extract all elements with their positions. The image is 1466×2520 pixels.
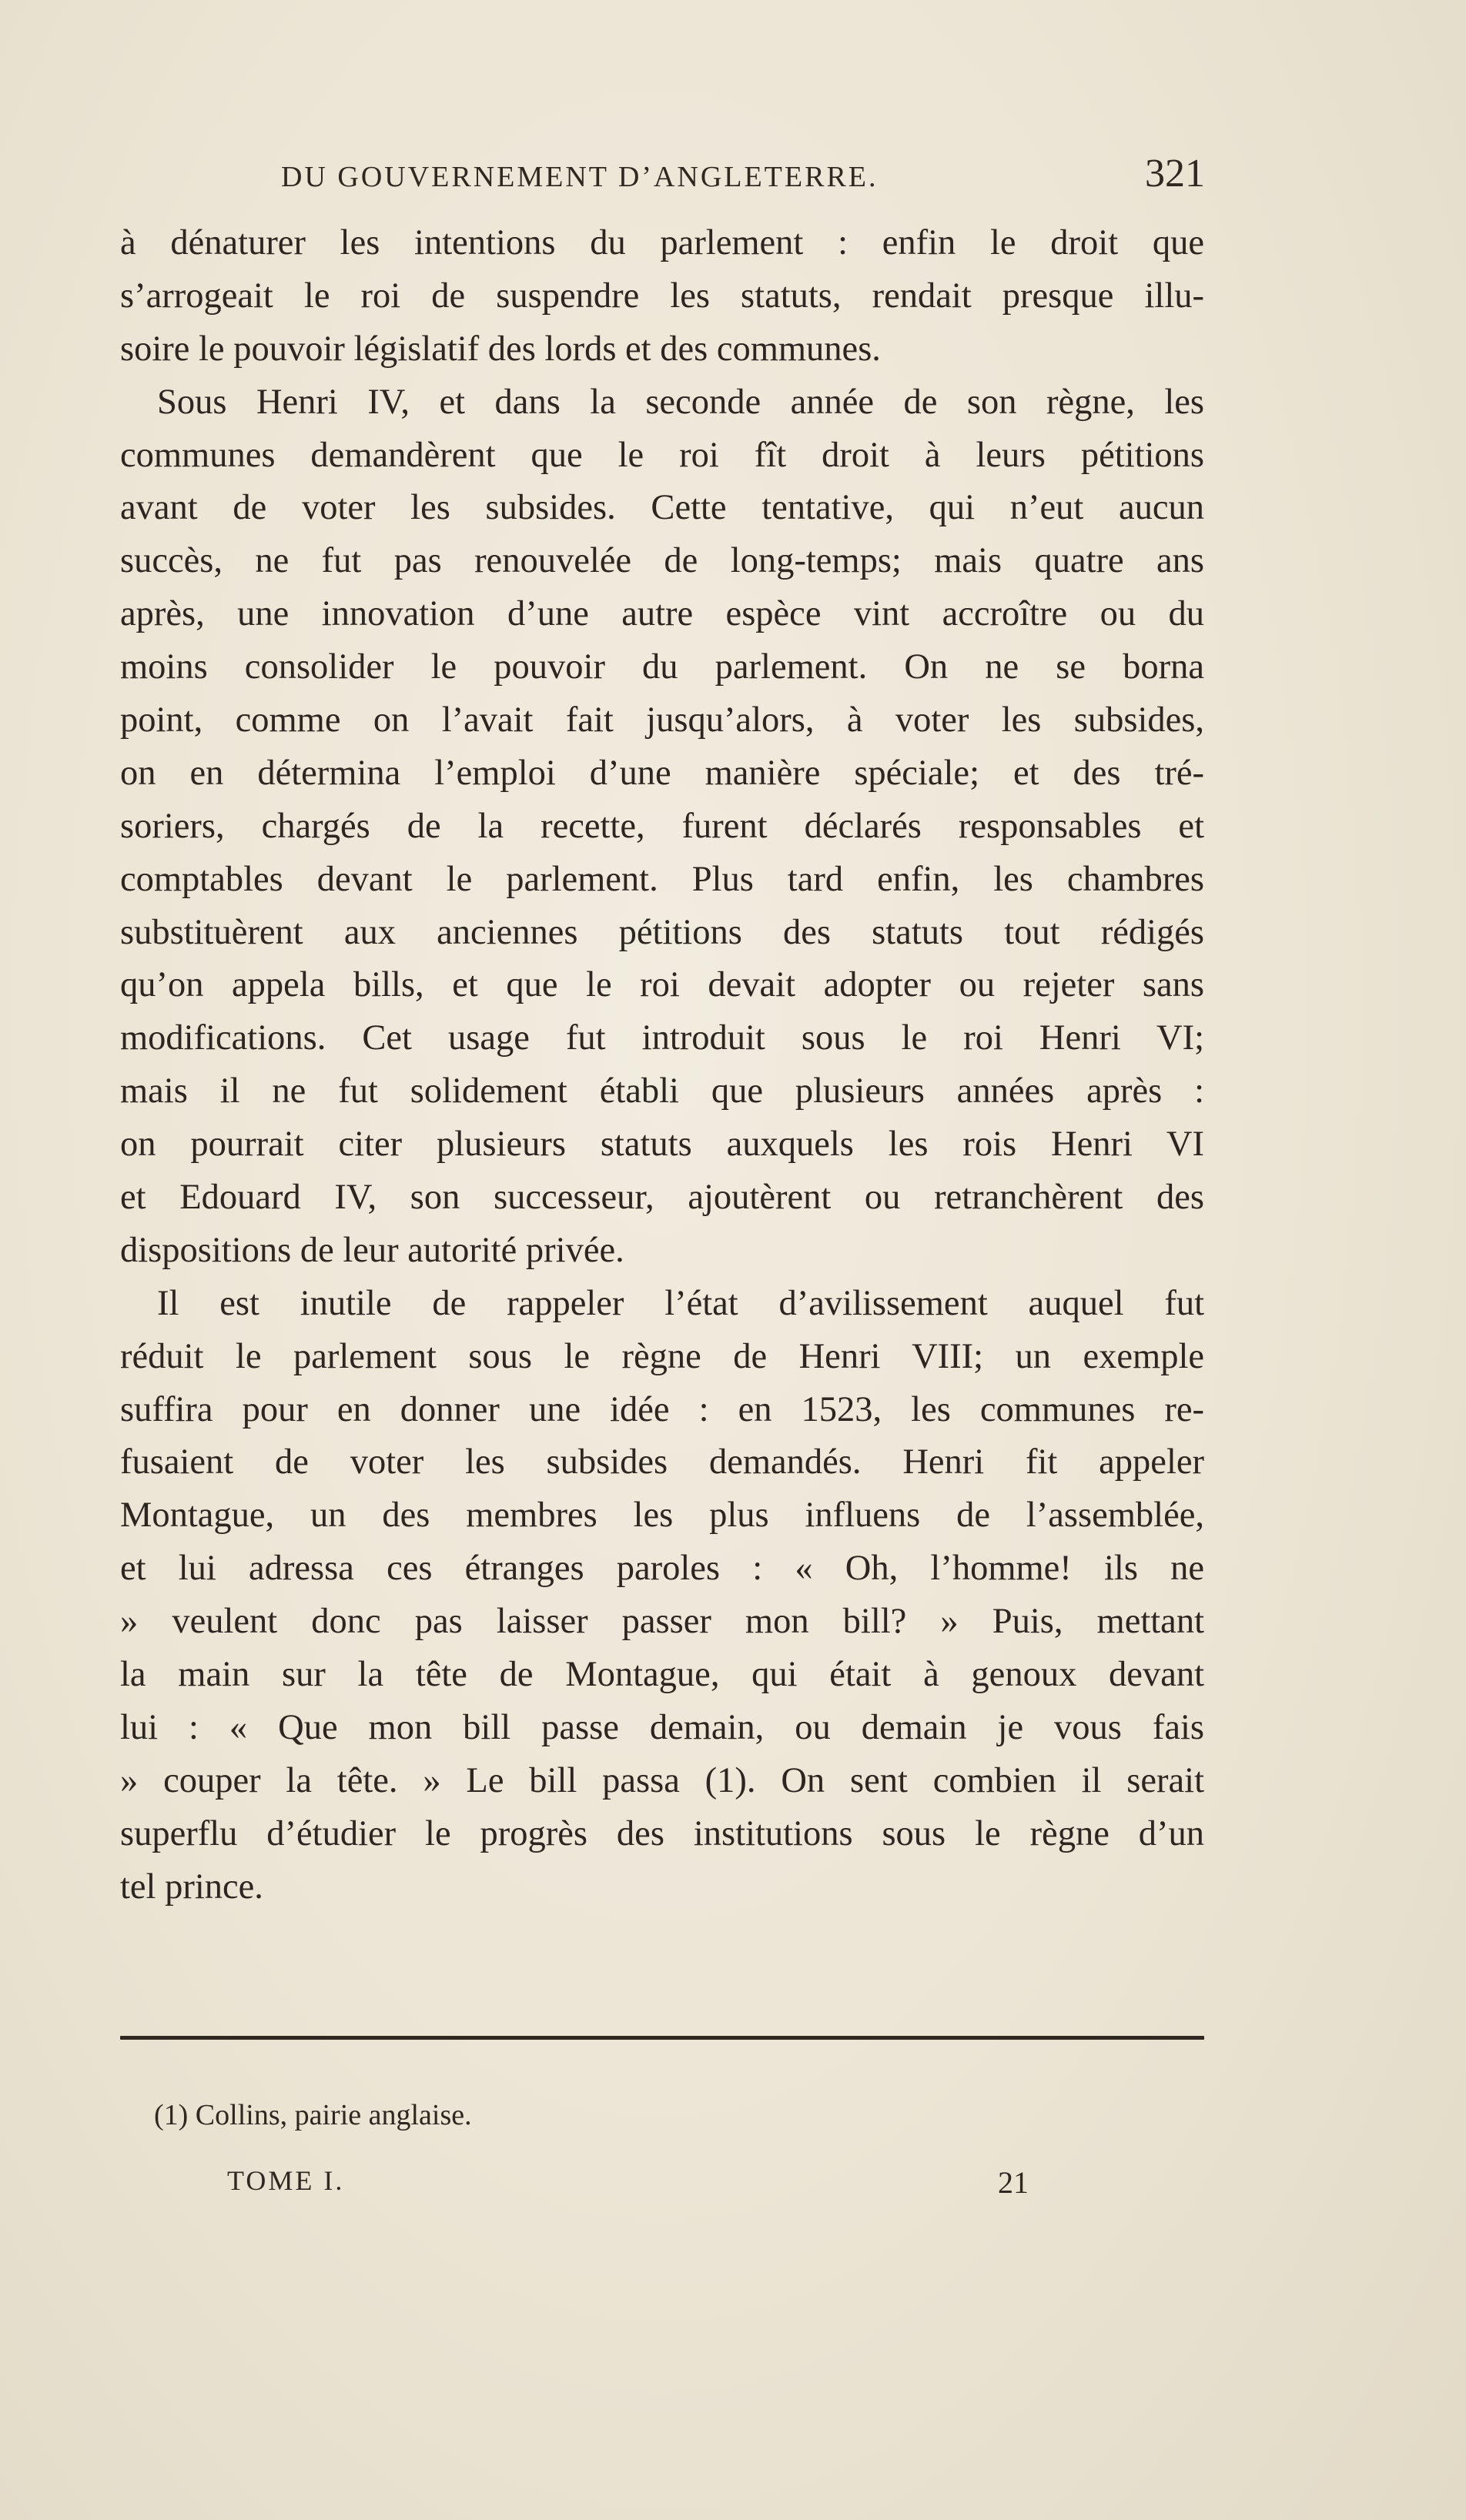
text-line: dispositions de leur autorité privée. [120,1230,624,1270]
text-line: à dénaturer les intentions du parlement : enfin le droit que [120,223,1204,262]
text-line: comptables devant le parlement. Plus tard enfin, les chambres [120,859,1204,899]
signature-mark: TOME I. [227,2165,345,2196]
text-line: substituèrent aux anciennes pétitions des statuts tout rédigés [120,912,1204,952]
text-line: la main sur la tête de Montague, qui était à genoux devant [120,1655,1204,1695]
text-line: qu’on appela bills, et que le roi devait adopter ou rejeter sans [120,965,1204,1005]
text-line: réduit le parlement sous le règne de Henri VIII; un exemple [120,1336,1204,1376]
text-line: suffira pour en donner une idée : en 1523, les communes re- [120,1389,1204,1429]
text-line: » veulent donc pas laisser passer mon bill? » Puis, mettant [120,1602,1204,1642]
text-line: Montague, un des membres les plus influens de l’assemblée, [120,1496,1204,1536]
running-title: DU GOUVERNEMENT D’ANGLETERRE. [281,161,879,193]
text-line: Il est inutile de rappeler l’état d’avilissement auquel fut [157,1283,1204,1323]
text-line: on pourrait citer plusieurs statuts auxquels les rois Henri VI [120,1125,1204,1165]
text-line: et lui adressa ces étranges paroles : « Oh, l’homme! ils ne [120,1549,1204,1589]
text-line: superflu d’étudier le progrès des institutions sous le règne d’un [120,1813,1204,1853]
text-line: modifications. Cet usage fut introduit sous le roi Henri VI; [120,1018,1204,1058]
text-line: on en détermina l’emploi d’une manière spéciale; et des tré- [120,753,1204,793]
page-number: 321 [1145,152,1205,196]
footnote: (1) Collins, pairie anglaise. [154,2099,472,2131]
text-line: mais il ne fut solidement établi que plusieurs années après : [120,1071,1204,1111]
text-line: tel prince. [120,1867,263,1907]
text-line: avant de voter les subsides. Cette tentative, qui n’eut aucun [120,488,1204,528]
signature-number: 21 [998,2165,1029,2200]
text-line: lui : « Que mon bill passe demain, ou demain je vous fais [120,1707,1204,1747]
body-text [120,217,1204,1914]
text-line: » couper la tête. » Le bill passa (1). On sent combien il serait [120,1760,1204,1800]
text-line: fusaient de voter les subsides demandés. Henri fit appeler [120,1442,1204,1482]
text-line: point, comme on l’avait fait jusqu’alors, à voter les subsides, [120,700,1204,740]
text-line: Sous Henri IV, et dans la seconde année de son règne, les [157,382,1204,422]
text-line: s’arrogeait le roi de suspendre les statuts, rendait presque illu- [120,276,1204,316]
text-line: après, une innovation d’une autre espèce vint accroître ou du [120,594,1204,634]
text-line: et Edouard IV, son successeur, ajoutèrent ou retranchèrent des [120,1178,1204,1218]
text-line: succès, ne fut pas renouvelée de long-temps; mais quatre ans [120,541,1204,581]
running-head [115,151,1205,205]
footnote-rule [120,2036,1204,2040]
text-line: communes demandèrent que le roi fît droit à leurs pétitions [120,435,1204,475]
text-line: moins consolider le pouvoir du parlement. On ne se borna [120,647,1204,687]
text-line: soriers, chargés de la recette, furent déclarés responsables et [120,806,1204,846]
text-line: soire le pouvoir législatif des lords et des communes. [120,329,881,369]
